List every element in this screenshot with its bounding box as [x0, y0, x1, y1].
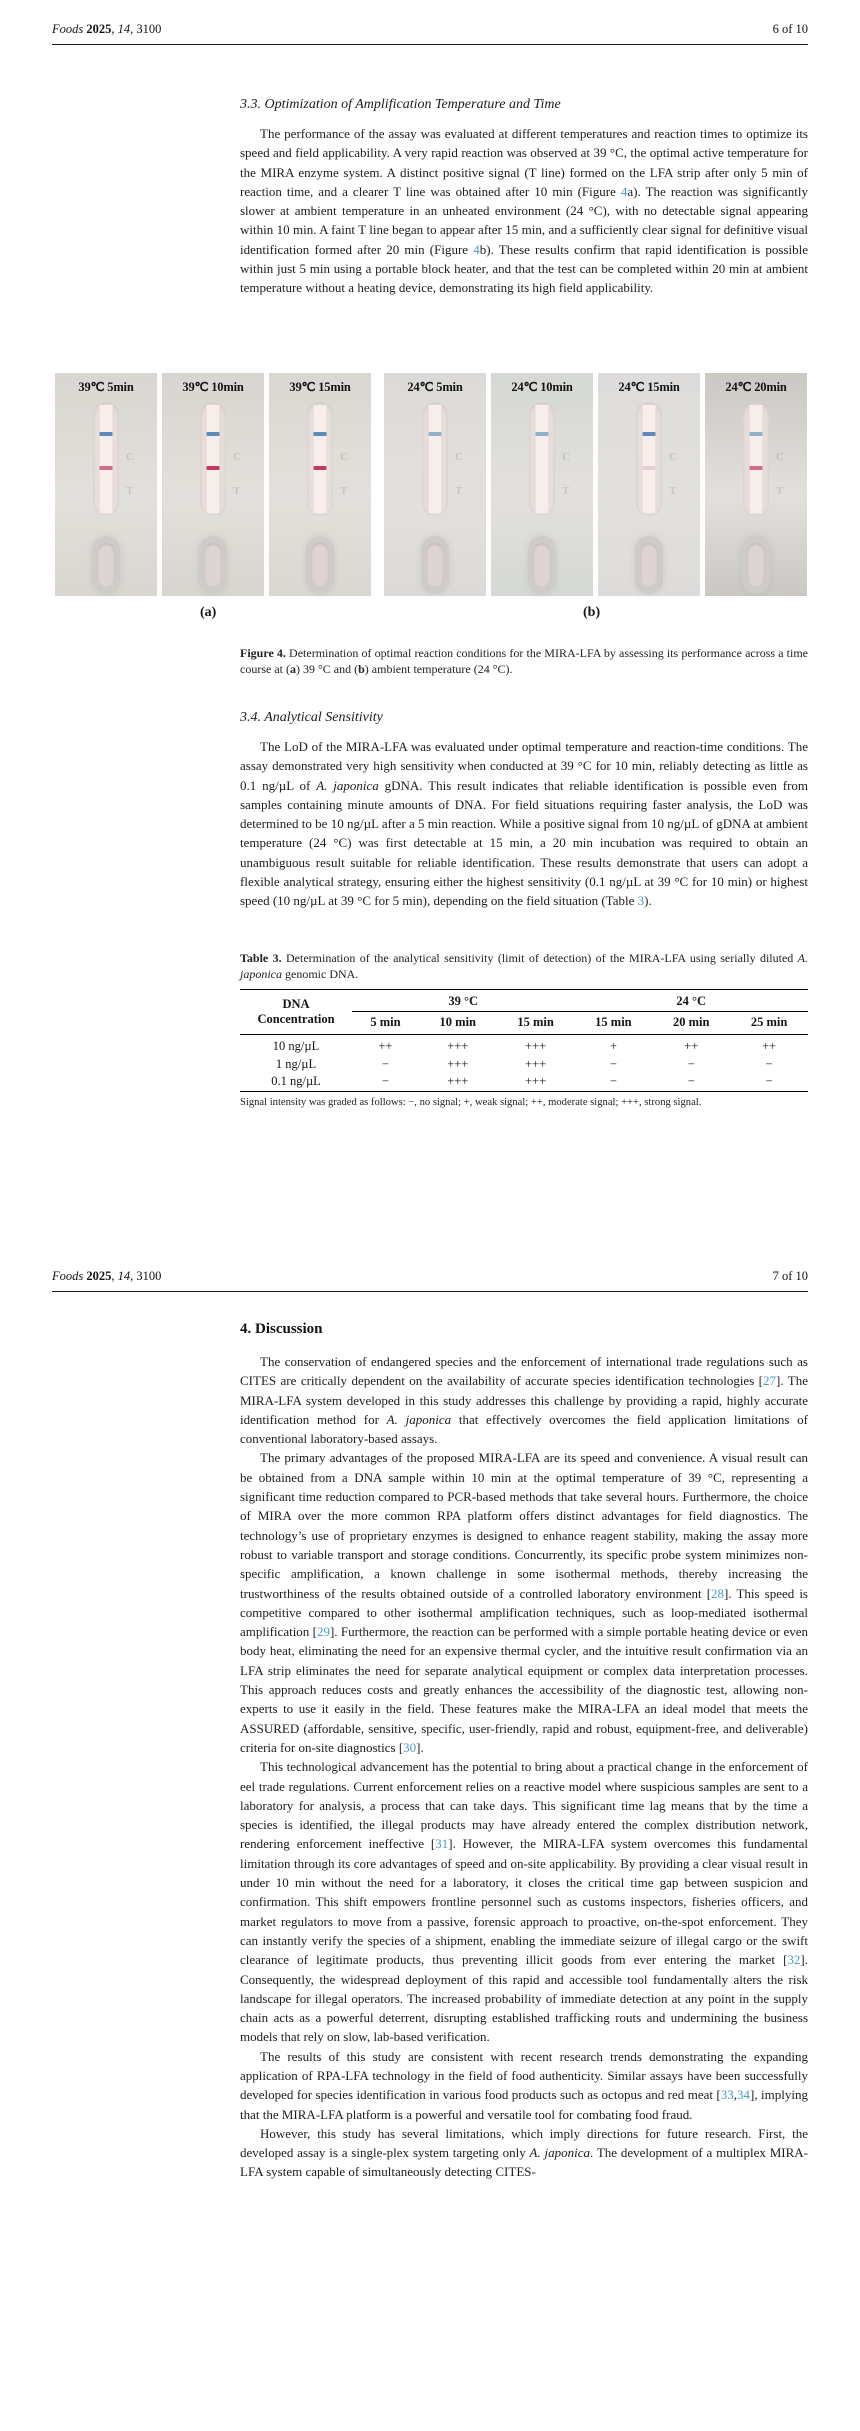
embossed-c-mark: C: [455, 451, 463, 463]
control-line: [643, 432, 656, 436]
text-segment: Foods: [52, 1269, 87, 1283]
signal-grade-cell: ++: [378, 1039, 393, 1053]
sample-well-inner: [204, 543, 222, 587]
section-3-3-paragraph: [240, 124, 808, 298]
text-segment: The primary advantages of the proposed MIRA-LFA are its speed and convenience. A visual result can be obtained from a DNA sample within 10 min at the optimal temperature of 39 °C, representing a significant time reduction compared to PCR-based methods that take several hours. Furthermore, the choice of MIRA over the more common RPA platform offers distinct advantages for field diagnostics. The technology’s use of proprietary enzymes is designed to enhance reagent stability, making the assay more robust to variable transport and storage conditions. Concurrently, its specific probe system minimizes non-specific amplification, a known challenge in some isothermal methods, thereby increasing the trustworthiness of the results obtained outside of a controlled laboratory environment [: [240, 1450, 808, 1601]
strip-condition-label: 39℃ 15min: [289, 380, 351, 394]
embossed-c-mark: C: [776, 451, 784, 463]
sample-well: [92, 536, 120, 594]
text-segment: that effectively overcomes the field application limitations of conventional laboratory-based assays.: [240, 1411, 809, 1447]
table-row: [240, 1035, 808, 1056]
text-segment: ) ambient temperature (24 °C).: [364, 662, 513, 676]
text-segment: a: [289, 662, 296, 676]
text-segment: ]. Consequently, the widespread deployment of this rapid and accessible tool fundamentally alters the risk landscape for illegal operators. The increased probability of immediate detection at any point in the supply chain acts as a powerful deterrent, disrupting established trafficking routs and undermining the business models that rely on slow, lab-based verification.: [240, 1952, 808, 2045]
control-line: [314, 432, 327, 436]
sample-well: [421, 536, 449, 594]
text-segment: 14: [117, 22, 131, 36]
text-segment: ]. The MIRA-LFA system developed in this study addresses this challenge by providing a rapid, highly accurate identification method for: [240, 1373, 809, 1427]
test-line: [750, 466, 763, 470]
page-number: 6 of 10: [772, 22, 808, 36]
control-line: [750, 432, 763, 436]
page7-running-header: [52, 1269, 808, 1284]
text-segment: However, this study has several limitations, which imply directions for future research. First, the developed assay is a single-plex system targeting only: [240, 2125, 808, 2161]
text-segment: The results of this study are consistent with recent research trends demonstrating the expanding application of RPA-LFA technology in the field of food authenticity. Similar assays have been successfully developed for species identification in various food products such as octopus and red meat [: [240, 2048, 808, 2103]
strip-condition-label: 24℃ 20min: [725, 380, 787, 394]
test-strip: [535, 405, 550, 513]
sample-well-inner: [97, 543, 115, 587]
header-rule: [52, 1291, 808, 1292]
citation-link[interactable]: 31: [435, 1836, 449, 1852]
text-segment: This technological advancement has the potential to bring about a practical change in the enforcement of eel trade regulations. Current enforcement relies on a reactive model where suspicious samples are sent to a laboratory for analysis, a process that can take days. This significant time lag means that by the time a species is identified, the illegal products may have already entered the complex distribution network, rendering enforcement ineffective [: [240, 1759, 808, 1852]
sample-well-inner: [533, 543, 551, 587]
text-segment: ], implying that the MIRA-LFA platform is a powerful and versatile tool for combating food fraud.: [240, 2087, 808, 2122]
control-line: [100, 432, 113, 436]
text-segment: A. japonica: [240, 951, 808, 981]
strip-condition-label: 24℃ 15min: [618, 380, 680, 394]
figure4-strip-photos: [55, 373, 807, 596]
test-strip: [749, 405, 764, 513]
citation-link[interactable]: 3: [637, 893, 645, 909]
test-line: [100, 466, 113, 470]
signal-grade-cell: −: [765, 1056, 773, 1071]
table-temperature-group-header: 24 °C: [575, 990, 809, 1012]
discussion-paragraph-2: [240, 1448, 808, 1757]
control-line: [429, 432, 442, 436]
journal-reference: [52, 1269, 161, 1284]
strip-condition-label: 39℃ 10min: [182, 380, 244, 394]
table-row: [240, 1055, 808, 1073]
table-time-subheader: 25 min: [730, 1012, 808, 1035]
embossed-c-mark: C: [562, 451, 570, 463]
signal-grade-cell: +++: [525, 1056, 547, 1071]
text-segment: . The development of a multiplex MIRA-LFA system capable of simultaneously detecting CITES-: [240, 2145, 809, 2180]
sample-well: [306, 536, 334, 594]
sample-well-inner: [640, 543, 658, 587]
text-segment: ]. Furthermore, the reaction can be performed with a simple portable heating device or even body heat, eliminating the need for an expensive thermal cycler, and the intuitive result confirmation via an LFA strip eliminates the need for separate analytical equipment or complex data interpretation processes. This approach reduces costs and greatly enhances the accessibility of the diagnostic test, allowing non-experts to use it easily in the field. These features make the MIRA-LFA an ideal model that meets the ASSURED (affordable, sensitive, specific, user-friendly, rapid and robust, equipment-free, and deliverable) criteria for on-site diagnostics [: [240, 1624, 808, 1755]
text-segment: The conservation of endangered species and the enforcement of international trade regulations such as CITES are critically dependent on the availability of accurate species identification technologies [: [240, 1354, 808, 1389]
page6-running-header: [52, 22, 808, 37]
embossed-t-mark: T: [340, 485, 348, 497]
signal-grade-cell: ++: [762, 1039, 777, 1053]
sample-well: [635, 536, 663, 594]
lfa-strip-panel-2: [162, 373, 264, 596]
test-strip: [313, 405, 328, 513]
text-segment: The performance of the assay was evaluated at different temperatures and reaction times to optimize its speed and field applicability. A very rapid reaction was observed at 39 °C, the optimal active temperature for the MIRA enzyme system. A distinct positive signal (T line) formed on the LFA strip after only 5 min of reaction time, and a clearer T line was obtained after 10 min (Figure: [240, 126, 808, 199]
strip-result-window: [422, 402, 448, 516]
text-segment: Foods: [52, 22, 87, 36]
lfa-strip-panel-4: [384, 373, 486, 596]
discussion-paragraph-1: [240, 1352, 808, 1448]
text-segment: 2025: [86, 22, 112, 36]
text-segment: The LoD of the MIRA-LFA was evaluated under optimal temperature and reaction-time conditions. The assay demonstrated very high sensitivity when conducted at 39 °C for 10 min, reliably detecting as little as 0.1 ng/µL of: [240, 739, 808, 793]
signal-grade-cell: +++: [525, 1074, 547, 1089]
citation-link[interactable]: 4: [473, 241, 480, 257]
section-4-heading: 4. Discussion: [240, 1321, 323, 1337]
lfa-strip-panel-7: [705, 373, 807, 596]
test-strip: [642, 405, 657, 513]
table-time-subheader: 15 min: [575, 1012, 653, 1035]
signal-grade-cell: +: [609, 1039, 617, 1053]
embossed-c-mark: C: [233, 451, 241, 463]
text-segment: , 3100: [130, 22, 162, 36]
text-segment: a). The reaction was significantly slower at ambient temperature in an unheated environment (24 °C), with no detectable signal appearing within 10 min. A faint T line began to appear after 15 min, and a sufficiently clear signal for definitive visual identification formed after 20 min (Figure: [240, 183, 808, 257]
journal-reference: [52, 22, 161, 37]
text-segment: A. japonica: [529, 2145, 591, 2161]
citation-link[interactable]: 29: [316, 1624, 330, 1640]
test-line: [643, 466, 656, 470]
test-strip: [206, 405, 221, 513]
sample-well: [742, 536, 770, 594]
dna-concentration-cell: 1 ng/µL: [275, 1056, 317, 1071]
embossed-c-mark: C: [340, 451, 348, 463]
lfa-strip-panel-6: [598, 373, 700, 596]
discussion-paragraph-5: [240, 2124, 808, 2182]
discussion-paragraph-3: [240, 1757, 808, 2046]
discussion-paragraph-4: [240, 2047, 808, 2124]
section-3-3-heading: 3.3. Optimization of Amplification Temperature and Time: [240, 97, 561, 112]
sample-well-inner: [426, 543, 444, 587]
citation-link[interactable]: 33: [720, 2087, 734, 2103]
text-segment: A. japonica: [316, 777, 379, 793]
signal-grade-cell: +++: [525, 1039, 547, 1053]
text-segment: Determination of the analytical sensitivity (limit of detection) of the MIRA-LFA using serially diluted: [281, 951, 798, 965]
signal-grade-cell: +++: [447, 1074, 469, 1089]
strip-condition-label: 24℃ 5min: [407, 380, 463, 394]
strip-condition-label: 39℃ 5min: [78, 380, 134, 394]
table-time-subheader: 10 min: [419, 1012, 497, 1035]
text-segment: ,: [111, 22, 118, 36]
dna-concentration-cell: 0.1 ng/µL: [271, 1074, 321, 1089]
text-segment: Determination of optimal reaction conditions for the MIRA-LFA by assessing its performance across a time course at (: [240, 646, 809, 676]
sample-well: [199, 536, 227, 594]
text-segment: , 3100: [130, 1269, 162, 1283]
embossed-t-mark: T: [776, 485, 784, 497]
lfa-strip-panel-5: [491, 373, 593, 596]
text-segment: ]. This speed is competitive compared to other isothermal amplification techniques, such as loop-mediated isothermal amplification [: [240, 1585, 808, 1640]
signal-grade-cell: −: [687, 1074, 695, 1089]
citation-link[interactable]: 30: [403, 1739, 417, 1755]
citation-link[interactable]: 28: [711, 1585, 725, 1601]
dna-concentration-cell: 10 ng/µL: [272, 1039, 320, 1053]
table-time-subheader: 15 min: [497, 1012, 575, 1035]
text-segment: genomic DNA.: [282, 967, 359, 981]
strip-result-window: [743, 402, 769, 516]
section-3-4-paragraph: [240, 737, 808, 911]
control-line: [536, 432, 549, 436]
strip-result-window: [307, 402, 333, 516]
signal-grade-cell: +++: [447, 1056, 469, 1071]
signal-grade-cell: +++: [447, 1039, 469, 1053]
figure4-sublabel-b: (b): [583, 605, 601, 620]
embossed-t-mark: T: [562, 485, 570, 497]
sample-well-inner: [311, 543, 329, 587]
header-rule: [52, 44, 808, 45]
text-segment: A. japonica: [386, 1411, 452, 1427]
table3-caption: [240, 950, 808, 982]
table3-footnote: Signal intensity was graded as follows: −, no signal; +, weak signal; ++, moderate signal; +++, strong signal.: [240, 1096, 702, 1108]
strip-result-window: [200, 402, 226, 516]
table-time-subheader: 20 min: [652, 1012, 730, 1035]
embossed-t-mark: T: [126, 485, 134, 497]
control-line: [207, 432, 220, 436]
figure4-caption: [240, 645, 808, 677]
test-line: [314, 466, 327, 470]
strip-result-window: [529, 402, 555, 516]
text-segment: ].: [416, 1739, 424, 1755]
test-line: [207, 466, 220, 470]
text-segment: 14: [117, 1269, 131, 1283]
signal-grade-cell: ++: [684, 1039, 699, 1053]
signal-grade-cell: −: [687, 1056, 695, 1071]
text-segment: ]. However, the MIRA-LFA system overcomes this fundamental limitation through its core advantages of speed and on-site applicability. By providing a clear visual result in under 10 min without the need for a laboratory, it closes the critical time gap between suspicion and confirmation. This shift empowers frontline personnel such as customs inspectors, fisheries officers, and market regulators to move from a passive, forensic approach to proactive, on-the-spot enforcement. They can instantly verify the species of a shipment, enabling the immediate seizure of illegal cargo or the swift clearance of legitimate products, thus preventing illicit goods from ever entering the market [: [240, 1836, 808, 1968]
table-time-subheader: 5 min: [352, 1012, 419, 1035]
table3: [240, 989, 808, 1092]
test-strip: [428, 405, 443, 513]
embossed-c-mark: C: [669, 451, 677, 463]
text-segment: 2025: [86, 1269, 112, 1283]
embossed-t-mark: T: [455, 485, 463, 497]
embossed-c-mark: C: [126, 451, 134, 463]
citation-link[interactable]: 32: [787, 1952, 801, 1968]
table3-block: [240, 950, 808, 1109]
lfa-strip-panel-3: [269, 373, 371, 596]
figure4-sublabel-a: (a): [200, 605, 217, 620]
text-segment: Table 3.: [240, 951, 282, 965]
text-segment: ).: [644, 893, 652, 909]
text-segment: b: [358, 662, 365, 676]
strip-result-window: [636, 402, 662, 516]
page-number: 7 of 10: [772, 1269, 808, 1283]
text-segment: ) 39 °C and (: [295, 662, 359, 676]
table-col1-header: DNA Concentration: [240, 990, 352, 1035]
discussion-body: [240, 1352, 808, 2182]
signal-grade-cell: −: [765, 1074, 773, 1089]
strip-condition-label: 24℃ 10min: [511, 380, 573, 394]
embossed-t-mark: T: [233, 485, 241, 497]
sample-well-inner: [747, 543, 765, 587]
strip-result-window: [93, 402, 119, 516]
citation-link[interactable]: 4: [620, 183, 628, 199]
signal-grade-cell: −: [609, 1074, 617, 1089]
table-row: [240, 1073, 808, 1091]
sample-well: [528, 536, 556, 594]
citation-link[interactable]: 34: [737, 2087, 751, 2103]
text-segment: b). These results confirm that rapid identification is possible within just 5 min using a portable block heater, and that the test can be completed within 20 min at ambient temperature without a heating device, demonstrating its high field applicability.: [240, 241, 809, 296]
text-segment: Figure 4.: [240, 646, 286, 660]
lfa-strip-panel-1: [55, 373, 157, 596]
text-segment: ,: [733, 2087, 738, 2103]
signal-grade-cell: −: [381, 1074, 389, 1089]
section-3-4-heading: 3.4. Analytical Sensitivity: [240, 710, 383, 725]
test-strip: [99, 405, 114, 513]
embossed-t-mark: T: [669, 485, 677, 497]
signal-grade-cell: −: [609, 1056, 617, 1071]
text-segment: gDNA. This result indicates that reliable identification is possible even from samples containing minute amounts of DNA. For field situations requiring faster analysis, the LoD was determined to be 10 ng/µL after a 5 min reaction. While a positive signal from 10 ng/µL of gDNA at ambient temperature (24 °C) was first detectable at 15 min, a 20 min incubation was required to obtain an unambiguous result suitable for reliable identification. These results demonstrate that users can adopt a flexible analytical strategy, ensuring either the highest sensitivity (0.1 ng/µL at 39 °C for 10 min) or highest speed (10 ng/µL at 39 °C for 5 min), depending on the field situation (Table: [240, 777, 809, 909]
signal-grade-cell: −: [381, 1056, 389, 1071]
citation-link[interactable]: 27: [763, 1373, 777, 1389]
table-temperature-group-header: 39 °C: [352, 990, 575, 1012]
text-segment: ,: [111, 1269, 118, 1283]
